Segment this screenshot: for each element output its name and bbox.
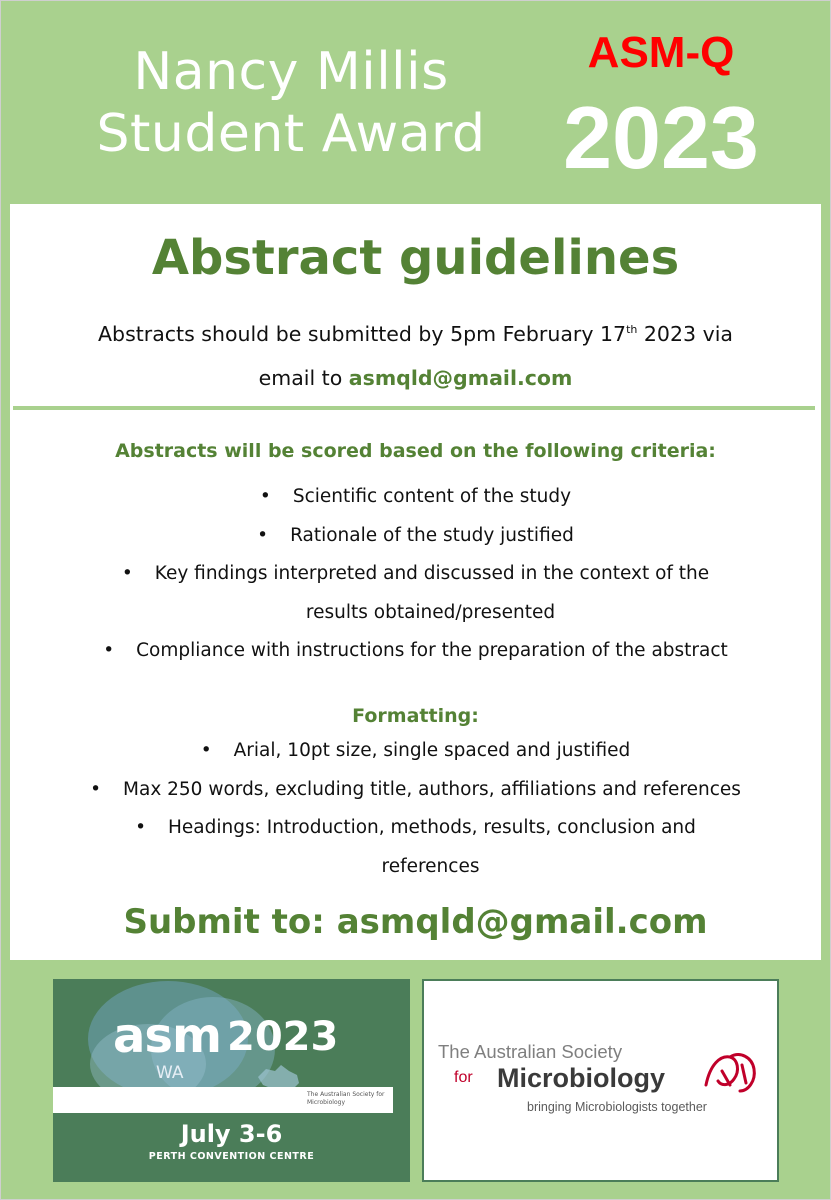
- criteria-item: [10, 632, 821, 671]
- society-tagline: bringing Microbiologists together: [527, 1100, 707, 1114]
- criteria-item: [10, 478, 821, 517]
- criteria-item: [10, 517, 821, 556]
- bullet-icon: •: [135, 817, 147, 838]
- criteria-item-continued: [10, 594, 821, 633]
- asm-2023-conference-logo: [53, 979, 410, 1182]
- intro-line2-prefix: email to: [258, 365, 349, 390]
- submission-intro: [30, 308, 801, 400]
- event-tag: ASM-Q: [587, 28, 735, 77]
- bullet-icon: •: [200, 740, 212, 761]
- intro-text-after: 2023 via: [637, 321, 733, 346]
- formatting-item-text: Max 250 words, excluding title, authors, affiliations and references: [123, 778, 741, 800]
- guidelines-heading: Abstract guidelines: [151, 230, 680, 286]
- formatting-heading: Formatting:: [352, 705, 479, 727]
- bullet-icon: •: [121, 563, 133, 584]
- asm-society-logo: [422, 979, 779, 1182]
- formatting-list: [10, 732, 821, 886]
- criteria-item: [10, 555, 821, 594]
- formatting-item-text: references: [381, 855, 480, 877]
- criteria-item-text: Rationale of the study justified: [290, 524, 574, 546]
- conference-venue: PERTH CONVENTION CENTRE: [148, 1151, 315, 1162]
- formatting-item: [10, 809, 821, 848]
- asm-emblem-icon: [700, 1045, 760, 1099]
- bullet-icon: •: [259, 486, 271, 507]
- conference-logo-strip-text: The Australian Society for Microbiology: [307, 1091, 385, 1106]
- event-year: 2023: [563, 88, 759, 187]
- intro-text-before: Abstracts should be submitted by 5pm February 17: [98, 321, 627, 346]
- section-divider: [13, 406, 815, 410]
- society-name-for: for: [454, 1069, 473, 1086]
- award-title-line2: Student Award: [96, 104, 486, 164]
- bullet-icon: •: [90, 778, 102, 800]
- intro-email-link[interactable]: asmqld@gmail.com: [348, 365, 573, 390]
- bullet-icon: •: [103, 640, 115, 661]
- criteria-heading: Abstracts will be scored based on the following criteria:: [115, 440, 716, 462]
- criteria-item-text: Scientific content of the study: [292, 486, 572, 507]
- formatting-item: [10, 771, 821, 810]
- formatting-item-text: Arial, 10pt size, single spaced and justified: [233, 740, 631, 761]
- formatting-item-continued: [10, 848, 821, 887]
- formatting-item: [10, 732, 821, 771]
- formatting-item-text: Headings: Introduction, methods, results, conclusion and: [168, 817, 696, 838]
- conference-logo-word: asm: [113, 1008, 221, 1064]
- society-name-line1: The Australian Society: [438, 1041, 623, 1062]
- intro-superscript: th: [626, 323, 638, 336]
- submit-email-line[interactable]: Submit to: asmqld@gmail.com: [123, 902, 708, 942]
- intro-line2: [30, 356, 801, 400]
- conference-logo-year: 2023: [227, 1014, 339, 1060]
- society-name-microbiology: Microbiology: [497, 1063, 665, 1093]
- bullet-icon: •: [257, 524, 269, 546]
- guidelines-panel: [10, 204, 821, 960]
- award-title-line1: Nancy Millis: [133, 42, 449, 102]
- criteria-list: [10, 478, 821, 671]
- intro-line1: [30, 308, 801, 356]
- conference-logo-region: WA: [156, 1063, 184, 1083]
- criteria-item-text: Compliance with instructions for the preparation of the abstract: [136, 640, 728, 661]
- award-title: [31, 41, 551, 165]
- conference-dates: July 3-6: [180, 1120, 283, 1148]
- criteria-item-text: Key findings interpreted and discussed in the context of the: [154, 563, 710, 584]
- criteria-item-text: results obtained/presented: [305, 601, 556, 623]
